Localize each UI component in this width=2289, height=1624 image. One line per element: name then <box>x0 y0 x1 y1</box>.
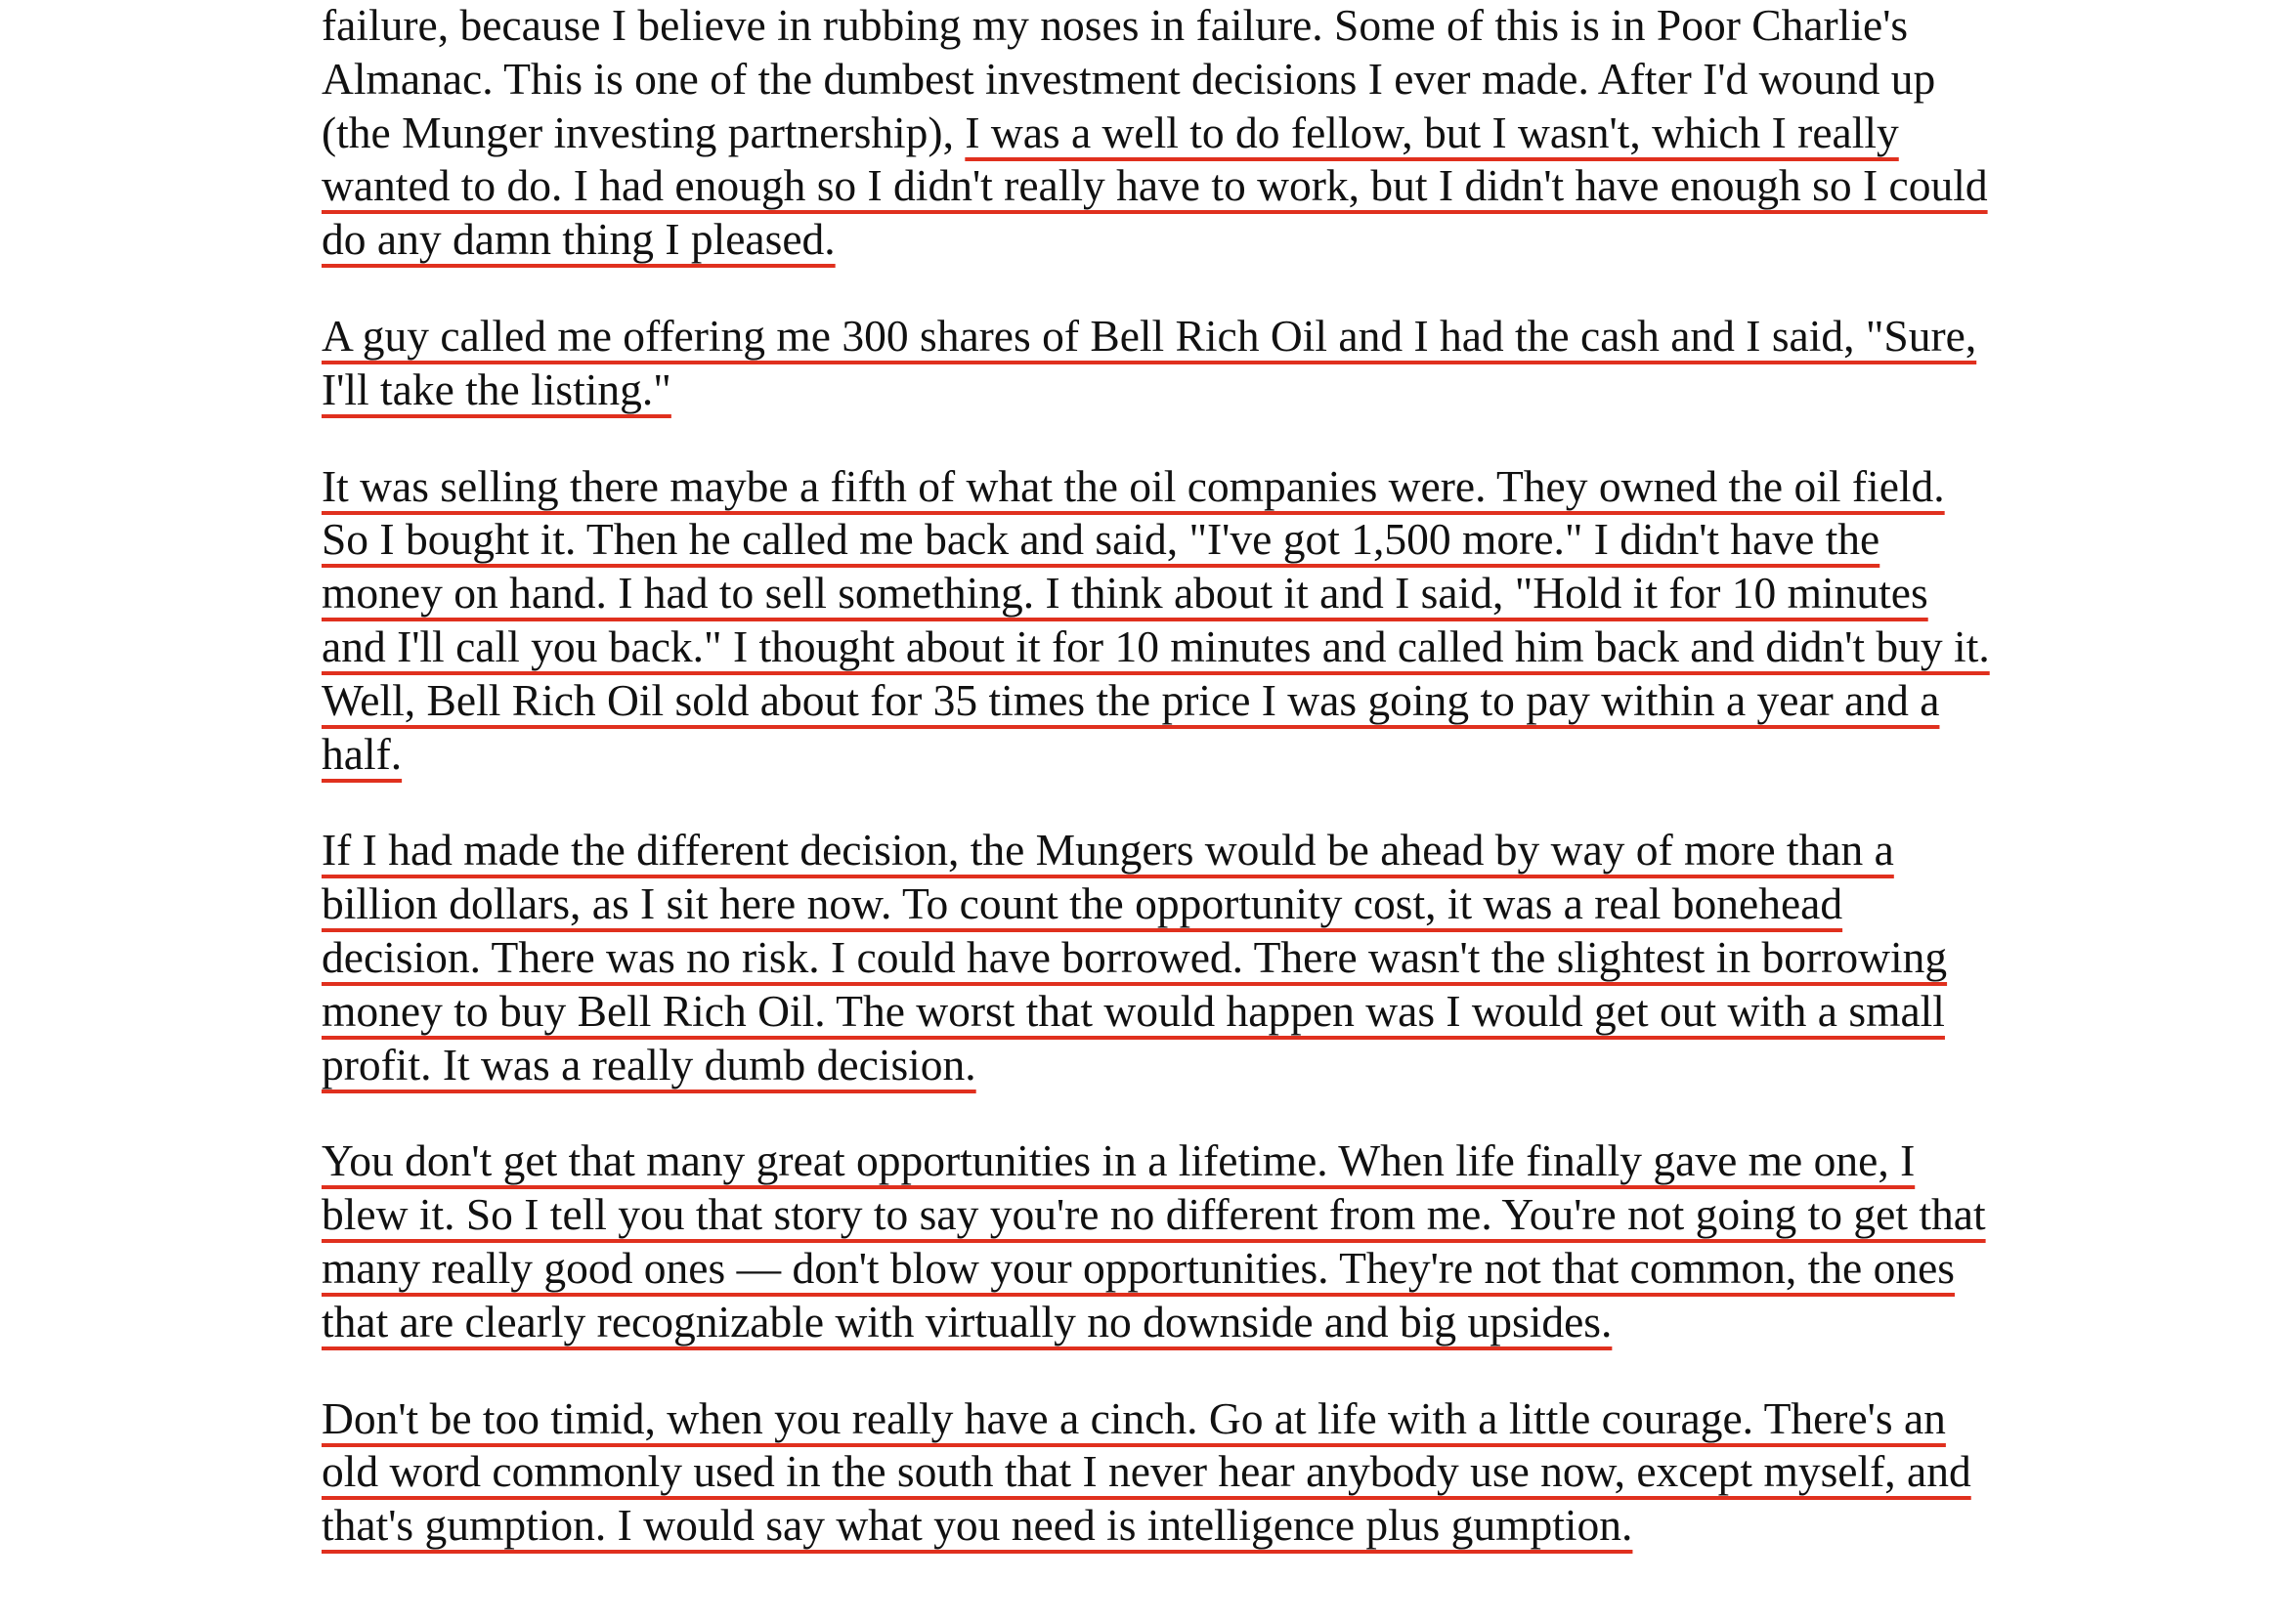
paragraph-1-highlight: I was a well to do fellow, but I wasn't, which I really wanted to do. I had enough so I didn't really have to work, but I didn't have enough so I could do any damn thing I pleased. <box>322 107 1988 265</box>
document-page <box>322 0 2003 1596</box>
paragraph-1 <box>322 0 2003 267</box>
paragraph-6-highlight: Don't be too timid, when you really have a cinch. Go at life with a little courage. There's an old word commonly used in the south that I never hear anybody use now, except myself, and that's gumption. I would say what you need is intelligence plus gumption. <box>322 1392 1971 1551</box>
paragraph-5 <box>322 1134 2003 1348</box>
paragraph-2-highlight: A guy called me offering me 300 shares of Bell Rich Oil and I had the cash and I said, "Sure, I'll take the listing." <box>322 310 1977 414</box>
paragraph-3 <box>322 460 2003 782</box>
paragraph-4 <box>322 824 2003 1091</box>
paragraph-2 <box>322 310 2003 417</box>
paragraph-1-text: failure, because I believe in rubbing my noses in failure. Some of this is in Poor Charlie's Almanac. This is one of the dumbest investment decisions I ever made. After I'd wound up (the Munger investing partnership), <box>322 0 1936 157</box>
paragraph-4-highlight: If I had made the different decision, the Mungers would be ahead by way of more than a billion dollars, as I sit here now. To count the opportunity cost, it was a real bonehead decision. There was no risk. I could have borrowed. There wasn't the slightest in borrowing money to buy Bell Rich Oil. The worst that would happen was I would get out with a small profit. It was a really dumb decision. <box>322 825 1948 1090</box>
paragraph-6 <box>322 1392 2003 1553</box>
paragraph-5-highlight: You don't get that many great opportunities in a lifetime. When life finally gave me one, I blew it. So I tell you that story to say you're no different from me. You're not going to get that many really good ones — don't blow your opportunities. They're not that common, the ones that are clearly recognizable with virtually no downside and big upsides. <box>322 1135 1986 1346</box>
paragraph-3-highlight: It was selling there maybe a fifth of what the oil companies were. They owned the oil field. So I bought it. Then he called me back and said, "I've got 1,500 more." I didn't have the money on hand. I had to sell something. I think about it and I said, "Hold it for 10 minutes and I'll call you back." I thought about it for 10 minutes and called him back and didn't buy it. Well, Bell Rich Oil sold about for 35 times the price I was going to pay within a year and a half. <box>322 460 1990 779</box>
